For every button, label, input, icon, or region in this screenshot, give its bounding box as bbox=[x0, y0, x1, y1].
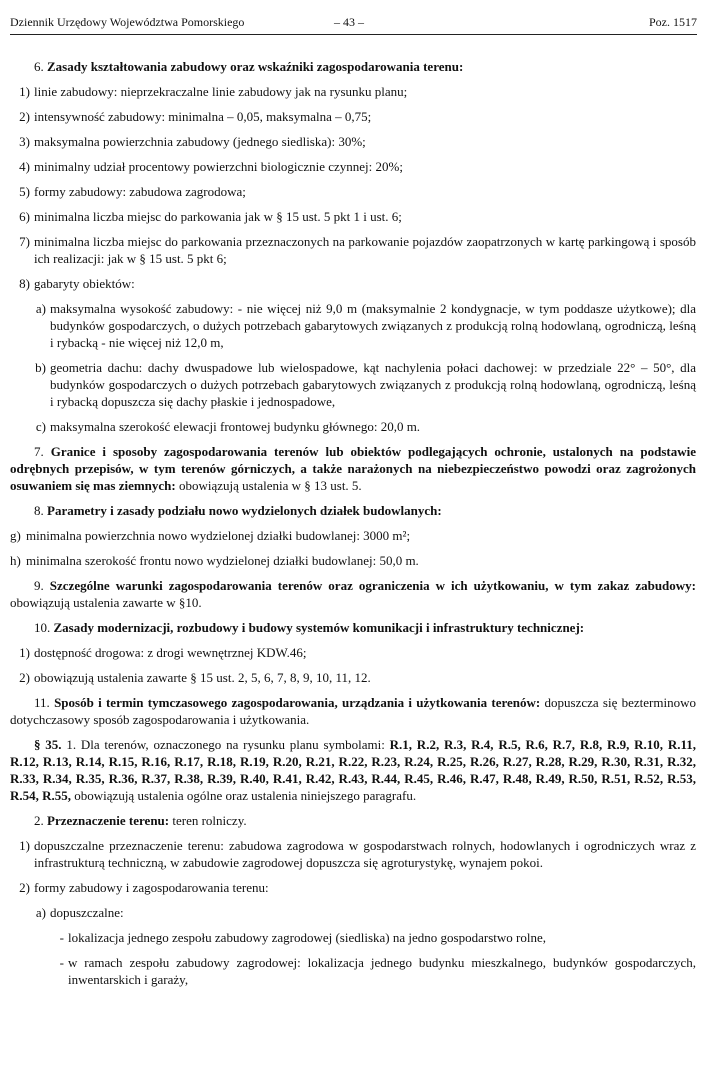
item-text: maksymalna szerokość elewacji frontowej budynku głównego: 20,0 m. bbox=[50, 419, 421, 434]
section-8-heading bbox=[10, 502, 696, 519]
section-number: 10. bbox=[34, 620, 51, 635]
item-number: 3) bbox=[19, 134, 30, 149]
list-item bbox=[10, 133, 696, 150]
item-number: 8) bbox=[19, 276, 30, 291]
item-text: obowiązują ustalenia zawarte § 15 ust. 2, 5, 6, 7, 8, 9, 10, 11, 12. bbox=[34, 670, 371, 685]
item-letter: g) bbox=[10, 528, 21, 543]
item-text: w ramach zespołu zabudowy zagrodowej: lokalizacja jednego budynku mieszkalnego, budynków gospodarczych, inwentarskich i garaży, bbox=[68, 955, 696, 987]
page-number: – 43 – bbox=[334, 15, 364, 29]
item-number: 1) bbox=[19, 838, 30, 853]
item-text: formy zabudowy: zabudowa zagrodowa; bbox=[34, 184, 246, 199]
sub-list-item bbox=[10, 359, 696, 410]
section-title: Zasady modernizacji, rozbudowy i budowy systemów komunikacji i infrastruktury technicznej: bbox=[53, 620, 585, 635]
item-text: minimalna szerokość frontu nowo wydzielonej działki budowlanej: 50,0 m. bbox=[26, 553, 419, 568]
item-text: minimalna liczba miejsc do parkowania przeznaczonych na parkowanie pojazdów zaopatrzonych w kartę parkingową i sposób ich realizacji: jak w § 15 ust. 5 pkt 6; bbox=[34, 234, 696, 266]
position-number: Poz. 1517 bbox=[649, 15, 697, 29]
section-11-paragraph bbox=[10, 694, 696, 728]
section-text: obowiązują ustalenia w § 13 ust. 5. bbox=[179, 478, 362, 493]
list-item bbox=[10, 527, 696, 544]
page-header bbox=[10, 14, 697, 31]
item-text: intensywność zabudowy: minimalna – 0,05, maksymalna – 0,75; bbox=[34, 109, 372, 124]
item-letter: a) bbox=[35, 301, 46, 316]
item-text: maksymalna wysokość zabudowy: - nie więcej niż 9,0 m (maksymalnie 2 kondygnacje, w tym poddasze użytkowe); dla budynków gospodarczych, o dużych potrzebach gabarytowych związanych z produkcją rolną hodowlaną, ogrodniczą, leśną i rybacką - nie więcej niż 12,0 m, bbox=[50, 301, 696, 350]
paragraph-35 bbox=[10, 736, 696, 804]
section-number: 7. bbox=[34, 444, 44, 459]
item-number: 2) bbox=[19, 109, 30, 124]
section-6-heading bbox=[10, 58, 696, 75]
item-text: formy zabudowy i zagospodarowania terenu: bbox=[34, 880, 269, 895]
sub-list-item bbox=[10, 904, 696, 921]
item-text: geometria dachu: dachy dwuspadowe lub wielospadowe, kąt nachylenia połaci dachowej: w przedziale 22° – 50°, dla budynków gospodarczych o dużych potrzebach gabarytowych związanych z produkcją rolną hodowlaną, ogrodniczą, leśną i rybacką dopuszcza się dachy płaskie i jednospadowe, bbox=[50, 360, 696, 409]
section-title: Sposób i termin tymczasowego zagospodarowania, urządzania i użytkowania terenów: bbox=[54, 695, 541, 710]
document-body bbox=[10, 58, 696, 996]
paragraph-tail: obowiązują ustalenia ogólne oraz ustalenia niniejszego paragrafu. bbox=[74, 788, 417, 803]
area-symbols: R.1, R.2, R.3, R.4, R.5, R.6, R.7, R.8, R.9, R.10, R.11, R.12, R.13, R.14, R.15, R.16, R.17, R.18, R.19, R.20, R.21, R.22, R.23, R.24, R.25, R.26, R.27, R.28, R.29, R.30, R.31, R.32, R.33, R.34, R.35, R.36, R.37, R.38, R.39, R.40, R.41, R.42, R.43, R.44, R.45, R.46, R.47, R.48, R.49, R.50, R.51, R.52, R.53, R.54, R.55, bbox=[10, 737, 696, 803]
section-text: dopuszcza się bezterminowo dotychczasowy sposób zagospodarowania i użytkowania. bbox=[10, 695, 697, 727]
item-text: maksymalna powierzchnia zabudowy (jednego siedliska): 30%; bbox=[34, 134, 366, 149]
section-title: Przeznaczenie terenu: bbox=[47, 813, 170, 828]
item-number: 6) bbox=[19, 209, 30, 224]
list-item bbox=[10, 837, 696, 871]
list-item bbox=[10, 233, 696, 267]
section-number: 11. bbox=[34, 695, 50, 710]
journal-title: Dziennik Urzędowy Województwa Pomorskiego bbox=[10, 15, 245, 29]
section-number: 2. bbox=[34, 813, 44, 828]
item-letter: a) bbox=[35, 905, 46, 920]
header-rule bbox=[10, 34, 697, 35]
item-text: dostępność drogowa: z drogi wewnętrznej KDW.46; bbox=[34, 645, 307, 660]
list-item bbox=[10, 183, 696, 200]
item-text: dopuszczalne: bbox=[50, 905, 124, 920]
dash-item bbox=[10, 929, 696, 946]
dash-item bbox=[10, 954, 696, 988]
section-title: Zasady kształtowania zabudowy oraz wskaźniki zagospodarowania terenu: bbox=[47, 59, 464, 74]
item-number: 7) bbox=[19, 234, 30, 249]
item-text: linie zabudowy: nieprzekraczalne linie zabudowy jak na rysunku planu; bbox=[34, 84, 408, 99]
section-title: Szczególne warunki zagospodarowania terenów oraz ograniczenia w ich użytkowaniu, w tym zakaz zabudowy: bbox=[49, 578, 697, 593]
section-title: Granice i sposoby zagospodarowania terenów lub obiektów podlegających ochronie, ustalonych na podstawie odrębnych przepisów, w tym terenów górniczych, a także narażonych na niebezpieczeństwo powodzi oraz zagrożonych osuwaniem się mas ziemnych: bbox=[10, 444, 696, 493]
item-text: lokalizacja jednego zespołu zabudowy zagrodowej (siedliska) na jedno gospodarstwo rolne, bbox=[68, 930, 546, 945]
sub-list-item bbox=[10, 300, 696, 351]
item-number: 2) bbox=[19, 670, 30, 685]
item-number: 4) bbox=[19, 159, 30, 174]
list-item bbox=[10, 669, 696, 686]
dash-bullet: - bbox=[59, 930, 64, 945]
list-item bbox=[10, 879, 696, 896]
item-letter: c) bbox=[35, 419, 46, 434]
list-item bbox=[10, 108, 696, 125]
section-text: obowiązują ustalenia zawarte w §10. bbox=[10, 595, 202, 610]
section-text: teren rolniczy. bbox=[172, 813, 247, 828]
paragraph-lead: 1. Dla terenów, oznaczonego na rysunku planu symbolami: bbox=[66, 737, 385, 752]
section-10-heading bbox=[10, 619, 696, 636]
item-letter: h) bbox=[10, 553, 21, 568]
item-number: 1) bbox=[19, 84, 30, 99]
item-number: 5) bbox=[19, 184, 30, 199]
section-number: 9. bbox=[34, 578, 44, 593]
item-number: 1) bbox=[19, 645, 30, 660]
section-9-paragraph bbox=[10, 577, 696, 611]
section-number: 8. bbox=[34, 503, 44, 518]
list-item bbox=[10, 83, 696, 100]
list-item bbox=[10, 158, 696, 175]
dash-bullet: - bbox=[59, 955, 64, 970]
item-text: minimalny udział procentowy powierzchni biologicznie czynnej: 20%; bbox=[34, 159, 403, 174]
section-7-paragraph bbox=[10, 443, 696, 494]
list-item bbox=[10, 275, 696, 292]
item-text: dopuszczalne przeznaczenie terenu: zabudowa zagrodowa w gospodarstwach rolnych, hodowlanych i ogrodniczych wraz z infrastrukturą techniczną, w zabudowie zagrodowej dopuszcza się agroturystykę, wynajem pokoi. bbox=[34, 838, 696, 870]
item-text: minimalna powierzchnia nowo wydzielonej działki budowlanej: 3000 m²; bbox=[26, 528, 411, 543]
list-item bbox=[10, 208, 696, 225]
item-number: 2) bbox=[19, 880, 30, 895]
paragraph-sign: § 35. bbox=[34, 737, 62, 752]
list-item bbox=[10, 644, 696, 661]
paragraph-35-section-2 bbox=[10, 812, 696, 829]
list-item bbox=[10, 552, 696, 569]
item-text: minimalna liczba miejsc do parkowania jak w § 15 ust. 5 pkt 1 i ust. 6; bbox=[34, 209, 402, 224]
sub-list-item bbox=[10, 418, 696, 435]
section-number: 6. bbox=[34, 59, 44, 74]
section-title: Parametry i zasady podziału nowo wydzielonych działek budowlanych: bbox=[47, 503, 442, 518]
item-letter: b) bbox=[35, 360, 46, 375]
item-text: gabaryty obiektów: bbox=[34, 276, 135, 291]
